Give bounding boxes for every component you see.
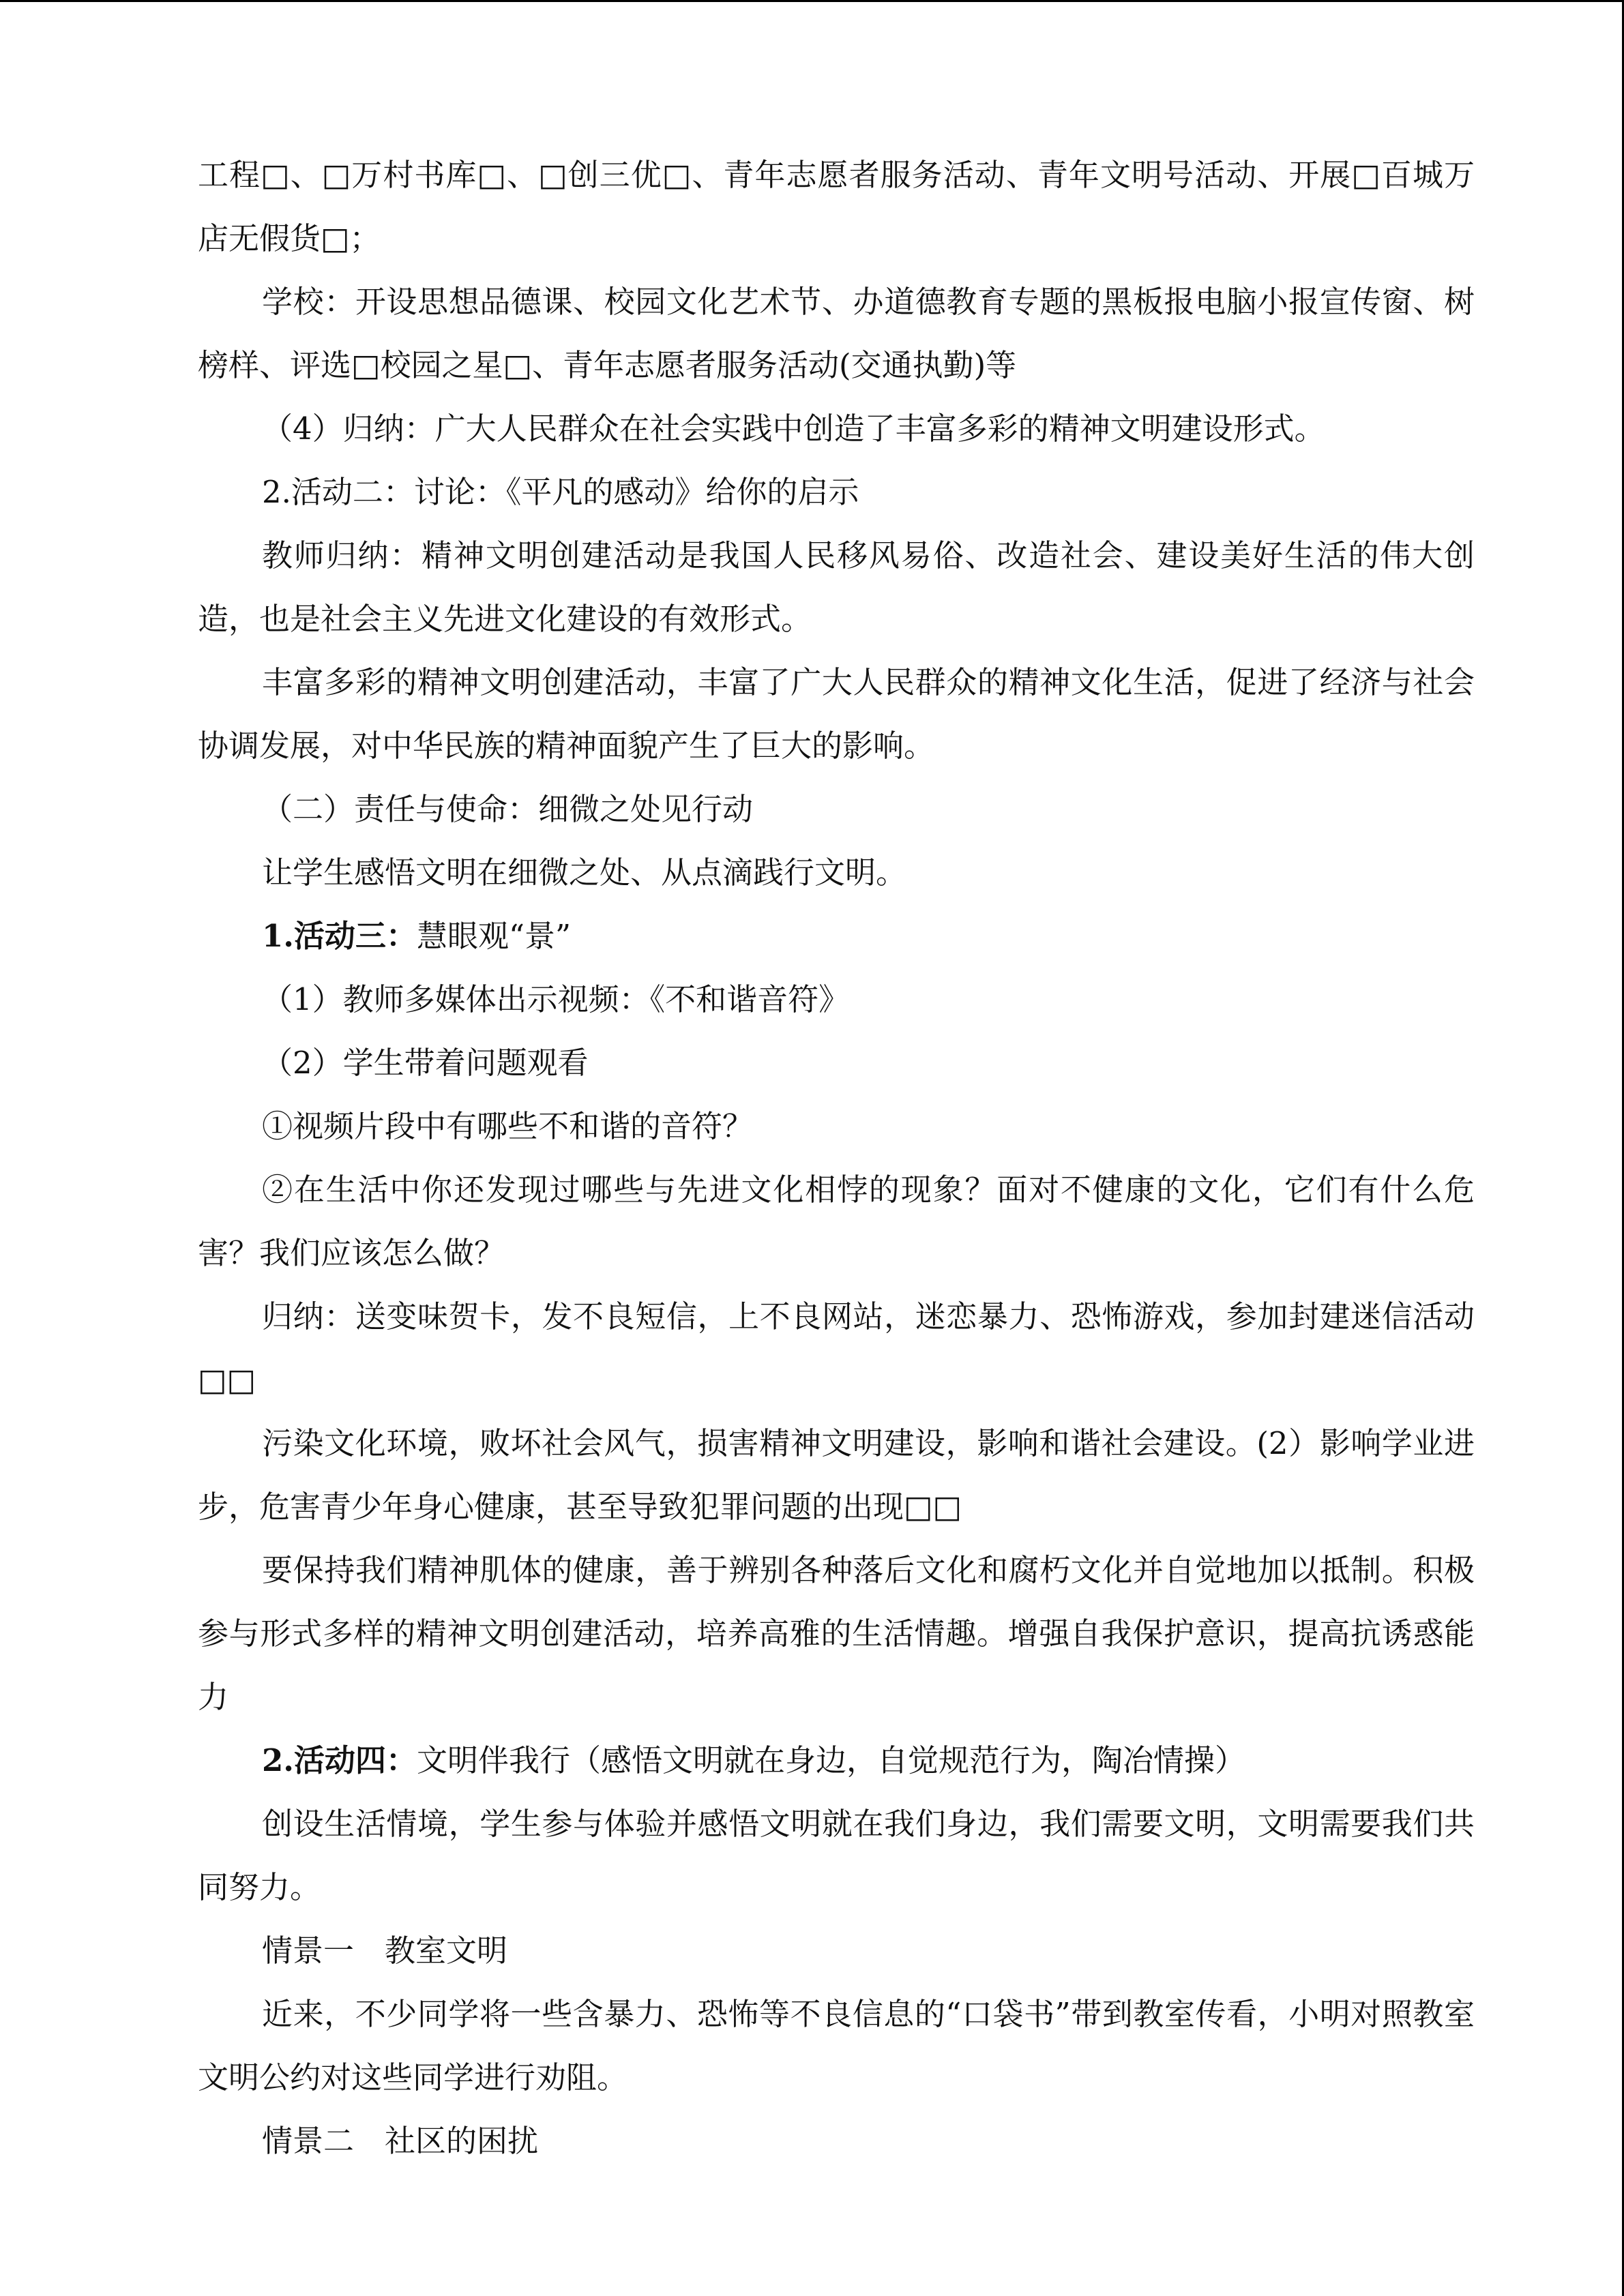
activity-title: 文明伴我行（感悟文明就在身边，自觉规范行为，陶冶情操） xyxy=(416,1742,1245,1778)
paragraph: 要保持我们精神肌体的健康，善于辨别各种落后文化和腐朽文化并自觉地加以抵制。积极参与形式多样的精神文明创建活动，培养高雅的生活情趣。增强自我保护意识，提高抗诱惑能力 xyxy=(198,1552,1475,1715)
paragraph: 近来，不少同学将一些含暴力、恐怖等不良信息的“口袋书”带到教室传看，小明对照教室文明公约对这些同学进行劝阻。 xyxy=(198,1996,1475,2096)
paragraph: （2）学生带着问题观看 xyxy=(262,1045,589,1081)
paragraph: 创设生活情境，学生参与体验并感悟文明就在我们身边，我们需要文明，文明需要我们共同努力。 xyxy=(198,1806,1475,1905)
paragraph: 2.活动二：讨论：《平凡的感动》给你的启示 xyxy=(262,474,859,510)
paragraph: 教师归纳：精神文明创建活动是我国人民移风易俗、改造社会、建设美好生活的伟大创造，也是社会主义先进文化建设的有效形式。 xyxy=(198,537,1475,637)
activity-heading xyxy=(198,1729,1475,1792)
document-body xyxy=(198,143,1475,2173)
paragraph: 工程□、□万村书库□、□创三优□、青年志愿者服务活动、青年文明号活动、开展□百城万店无假货□； xyxy=(198,157,1475,256)
paragraph: （4）归纳：广大人民群众在社会实践中创造了丰富多彩的精神文明建设形式。 xyxy=(262,411,1325,447)
paragraph: 学校：开设思想品德课、校园文化艺术节、办道德教育专题的黑板报电脑小报宣传窗、树榜样、评选□校园之星□、青年志愿者服务活动(交通执勤)等 xyxy=(198,284,1475,383)
question: ②在生活中你还发现过哪些与先进文化相悖的现象？面对不健康的文化，它们有什么危害？我们应该怎么做？ xyxy=(198,1172,1475,1271)
paragraph: （1）教师多媒体出示视频：《不和谐音符》 xyxy=(262,981,850,1017)
scenario-heading: 情景一 教室文明 xyxy=(262,1933,508,1969)
scenario-heading: 情景二 社区的困扰 xyxy=(262,2123,539,2159)
question: ①视频片段中有哪些不和谐的音符？ xyxy=(262,1108,754,1144)
section-heading: （二）责任与使命：细微之处见行动 xyxy=(262,791,754,827)
paragraph: 让学生感悟文明在细微之处、从点滴践行文明。 xyxy=(262,854,907,891)
activity-title: 慧眼观“景” xyxy=(416,918,571,954)
activity-heading xyxy=(198,904,1475,968)
activity-label: 2.活动四： xyxy=(262,1742,417,1778)
activity-label: 1.活动三： xyxy=(262,918,417,954)
paragraph: 归纳：送变味贺卡，发不良短信，上不良网站，迷恋暴力、恐怖游戏，参加封建迷信活动□□ xyxy=(198,1298,1475,1398)
paragraph: 丰富多彩的精神文明创建活动，丰富了广大人民群众的精神文化生活，促进了经济与社会协调发展，对中华民族的精神面貌产生了巨大的影响。 xyxy=(198,664,1475,764)
paragraph: 污染文化环境，败坏社会风气，损害精神文明建设，影响和谐社会建设。(2）影响学业进步，危害青少年身心健康，甚至导致犯罪问题的出现□□ xyxy=(198,1425,1475,1525)
